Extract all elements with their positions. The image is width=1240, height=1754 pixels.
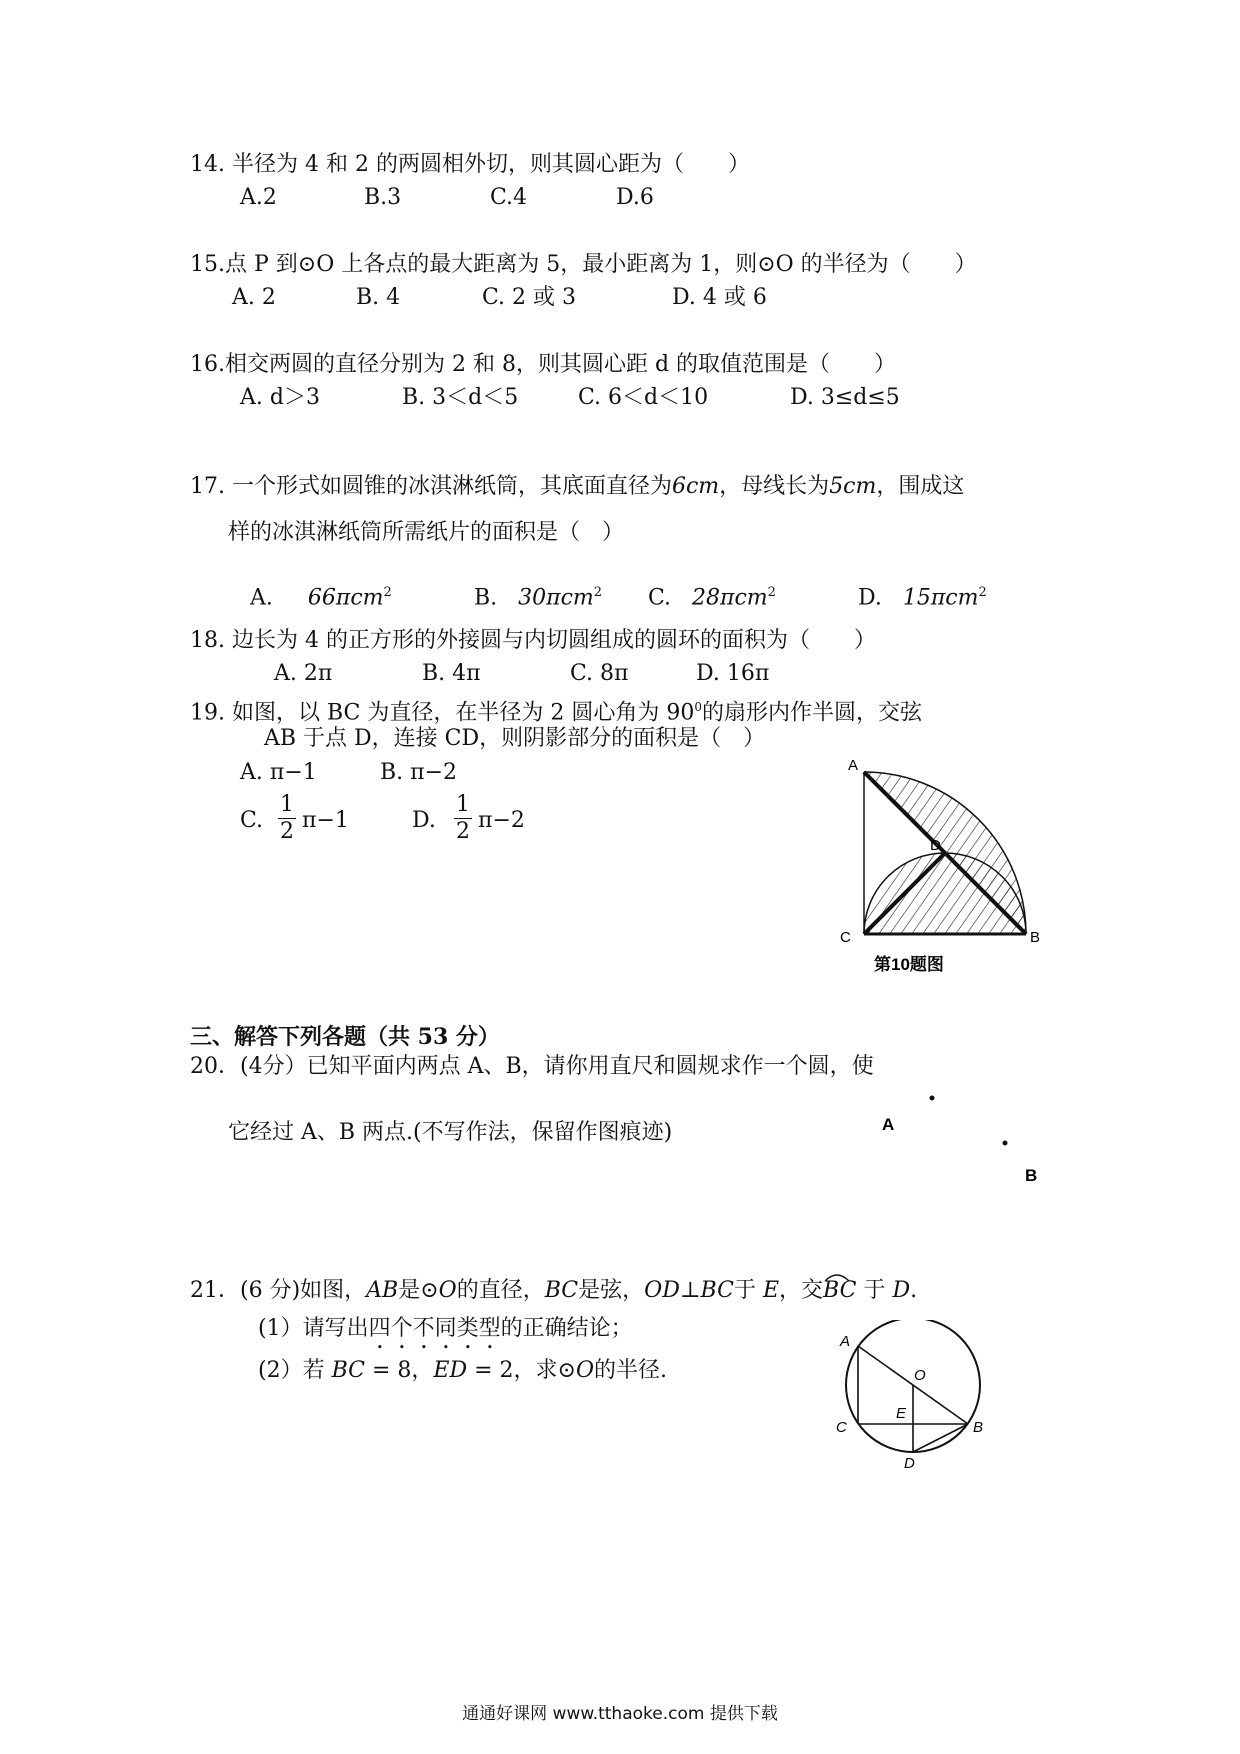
q17-option-d-value: 15πcm bbox=[902, 585, 979, 611]
q17-option-a bbox=[250, 578, 392, 613]
q20-line1: 20．(4分）已知平面内两点 A、B，请你用直尺和圆规求作一个圆，使 bbox=[190, 1054, 874, 1079]
q19-stem bbox=[190, 692, 922, 728]
q20-line2: 它经过 A、B 两点.(不写作法，保留作图痕迹) bbox=[228, 1120, 673, 1145]
q19-option-c-tail: π−1 bbox=[302, 808, 349, 833]
q19-option-a: A. π−1 bbox=[240, 760, 317, 785]
q17-option-a-letter: A. bbox=[250, 585, 273, 611]
q17-option-c-sup: 2 bbox=[767, 585, 776, 600]
q20-points bbox=[870, 1085, 1050, 1195]
q18-option-b: B. 4π bbox=[422, 661, 481, 686]
q18-option-c: C. 8π bbox=[570, 661, 629, 686]
q17-stem-line2: 样的冰淇淋纸筒所需纸片的面积是（ ） bbox=[228, 520, 625, 545]
q19-option-d-fraction bbox=[454, 792, 472, 845]
q14-stem: 14. 半径为 4 和 2 的两圆相外切，则其圆心距为（ ） bbox=[190, 152, 750, 177]
q21-sub2-ed: ED bbox=[433, 1358, 468, 1383]
q15-stem: 15.点 P 到⊙O 上各点的最大距离为 5，最小距离为 1，则⊙O 的半径为（ ） bbox=[190, 252, 977, 277]
q17-stem-part3: ，围成这 bbox=[876, 474, 965, 499]
q21-prefix: 21．(6 分)如图， bbox=[190, 1278, 367, 1303]
q19-option-b: B. π−2 bbox=[380, 760, 458, 785]
q21-figure bbox=[826, 1320, 996, 1470]
q17-slant-height: 5cm bbox=[829, 474, 877, 499]
q19-option-d-letter: D. bbox=[412, 808, 436, 833]
q17-stem-part2: ，母线长为 bbox=[719, 474, 830, 499]
q19-stem-part2: 的扇形内作半圆，交弦 bbox=[702, 700, 923, 726]
q16-option-b: B. 3＜d＜5 bbox=[402, 385, 519, 410]
q19-option-c-fraction bbox=[278, 792, 296, 845]
q21-arc-mark bbox=[823, 1272, 851, 1282]
q15-option-a: A. 2 bbox=[232, 285, 276, 310]
q21-label-b: B bbox=[973, 1419, 984, 1436]
q21-label-d: D bbox=[904, 1455, 915, 1470]
q21-sub1-emphasis: 四个不同类型 bbox=[368, 1316, 501, 1341]
q17-option-b-value: 30πcm bbox=[518, 585, 594, 611]
q18-stem: 18. 边长为 4 的正方形的外接圆与内切圆组成的圆环的面积为（ ） bbox=[190, 628, 876, 653]
q21-sub2-bc: BC bbox=[331, 1358, 365, 1383]
q21-label-e: E bbox=[896, 1405, 907, 1422]
q19-option-c-numerator: 1 bbox=[280, 792, 294, 817]
q17-option-a-value: 66πcm bbox=[307, 585, 384, 611]
q21-label-o: O bbox=[914, 1367, 926, 1384]
q17-option-b-sup: 2 bbox=[593, 585, 603, 600]
q19-stem-part1: 19. 如图，以 BC 为直径，在半径为 2 圆心角为 90 bbox=[190, 700, 695, 726]
q21-bc2: BC bbox=[700, 1278, 734, 1303]
q17-option-c-letter: C. bbox=[648, 585, 672, 611]
q21-d: D bbox=[892, 1278, 911, 1303]
q19-option-d-numerator: 1 bbox=[456, 792, 470, 817]
q14-option-d: D.6 bbox=[616, 185, 654, 210]
q19-option-d-denominator: 2 bbox=[456, 819, 470, 844]
q21-sub1-a: (1）请写出 bbox=[258, 1316, 369, 1341]
section-3-title: 三、解答下列各题（共 53 分） bbox=[190, 1024, 500, 1050]
q19-label-b: B bbox=[1030, 929, 1041, 946]
q21-t1: 是⊙ bbox=[398, 1278, 439, 1303]
q21-arc-label: BC bbox=[823, 1278, 857, 1303]
q21-t6: ，交 bbox=[779, 1278, 824, 1303]
q16-option-a: A. d＞3 bbox=[240, 385, 320, 410]
q15-option-b: B. 4 bbox=[356, 285, 401, 310]
q21-perp: ⊥ bbox=[679, 1278, 701, 1303]
page-footer: 通通好课网 www.tthaoke.com 提供下载 bbox=[462, 1704, 778, 1724]
q18-option-a: A. 2π bbox=[274, 661, 333, 686]
q19-option-c-letter: C. bbox=[240, 808, 264, 833]
q14-option-a: A.2 bbox=[240, 185, 277, 210]
q19-stem-line2: AB 于点 D，连接 CD，则阴影部分的面积是（ ） bbox=[264, 726, 766, 751]
q17-option-a-sup: 2 bbox=[383, 585, 392, 600]
q19-label-d: D bbox=[930, 837, 941, 854]
q21-sub2 bbox=[258, 1356, 667, 1386]
q21-ab: AB bbox=[366, 1278, 399, 1303]
q21-sub1 bbox=[258, 1314, 633, 1354]
q21-sub2-o: O bbox=[575, 1358, 595, 1383]
q21-e: E bbox=[762, 1278, 780, 1303]
q17-option-d-sup: 2 bbox=[978, 585, 987, 600]
q21-sub2-a: (2）若 bbox=[258, 1358, 332, 1383]
q17-option-b bbox=[474, 578, 602, 613]
q17-option-d bbox=[858, 578, 987, 613]
q19-figure bbox=[830, 752, 1060, 977]
q21-od: OD bbox=[644, 1278, 680, 1303]
q21-label-c: C bbox=[836, 1419, 847, 1436]
q17-diameter: 6cm bbox=[671, 474, 720, 499]
q21-o: O bbox=[438, 1278, 457, 1303]
q21-arc-bc bbox=[823, 1276, 856, 1306]
q21-t2: 的直径， bbox=[456, 1278, 545, 1303]
q17-option-d-letter: D. bbox=[858, 585, 882, 611]
q16-option-d: D. 3≤d≤5 bbox=[790, 385, 900, 410]
q21-sub2-c: = 2，求⊙ bbox=[467, 1358, 576, 1383]
q17-stem-part1: 17. 一个形式如圆锥的冰淇淋纸筒，其底面直径为 bbox=[190, 474, 672, 499]
q15-option-c: C. 2 或 3 bbox=[482, 285, 577, 310]
q15-option-d: D. 4 或 6 bbox=[672, 285, 767, 310]
q21-sub2-b: = 8， bbox=[365, 1358, 434, 1383]
q17-stem bbox=[190, 472, 964, 502]
q21-bc: BC bbox=[544, 1278, 579, 1303]
q21-t8: . bbox=[910, 1278, 918, 1303]
q16-stem: 16.相交两圆的直径分别为 2 和 8，则其圆心距 d 的取值范围是（ ） bbox=[190, 352, 897, 377]
q20-label-b: B bbox=[1025, 1166, 1038, 1185]
q21-label-a: A bbox=[840, 1333, 851, 1350]
q20-point-b-dot bbox=[1003, 1141, 1008, 1146]
q21-t7: 于 bbox=[856, 1278, 893, 1303]
q21-sub2-d: 的半径. bbox=[594, 1358, 668, 1383]
q18-option-d: D. 16π bbox=[696, 661, 770, 686]
q21-t3: 是弦， bbox=[578, 1278, 645, 1303]
q19-option-d-tail: π−2 bbox=[478, 808, 525, 833]
q16-option-c: C. 6＜d＜10 bbox=[578, 385, 709, 410]
q19-caption: 第10题图 bbox=[874, 955, 944, 974]
q19-degree-mark: 0 bbox=[694, 700, 702, 714]
q19-label-a: A bbox=[848, 757, 859, 774]
q19-option-c-denominator: 2 bbox=[280, 819, 294, 844]
q14-option-c: C.4 bbox=[490, 185, 528, 210]
q17-option-b-letter: B. bbox=[474, 585, 498, 611]
q21-segment-db bbox=[913, 1424, 968, 1452]
q20-label-a: A bbox=[882, 1115, 895, 1134]
q19-label-c: C bbox=[840, 929, 851, 946]
q20-point-a-dot bbox=[930, 1096, 935, 1101]
q17-option-c bbox=[648, 578, 776, 613]
q21-line1 bbox=[190, 1276, 917, 1306]
q21-sub1-b: 的正确结论； bbox=[500, 1316, 633, 1341]
q14-option-b: B.3 bbox=[364, 185, 402, 210]
q17-option-c-value: 28πcm bbox=[692, 585, 768, 611]
q21-t5: 于 bbox=[733, 1278, 763, 1303]
